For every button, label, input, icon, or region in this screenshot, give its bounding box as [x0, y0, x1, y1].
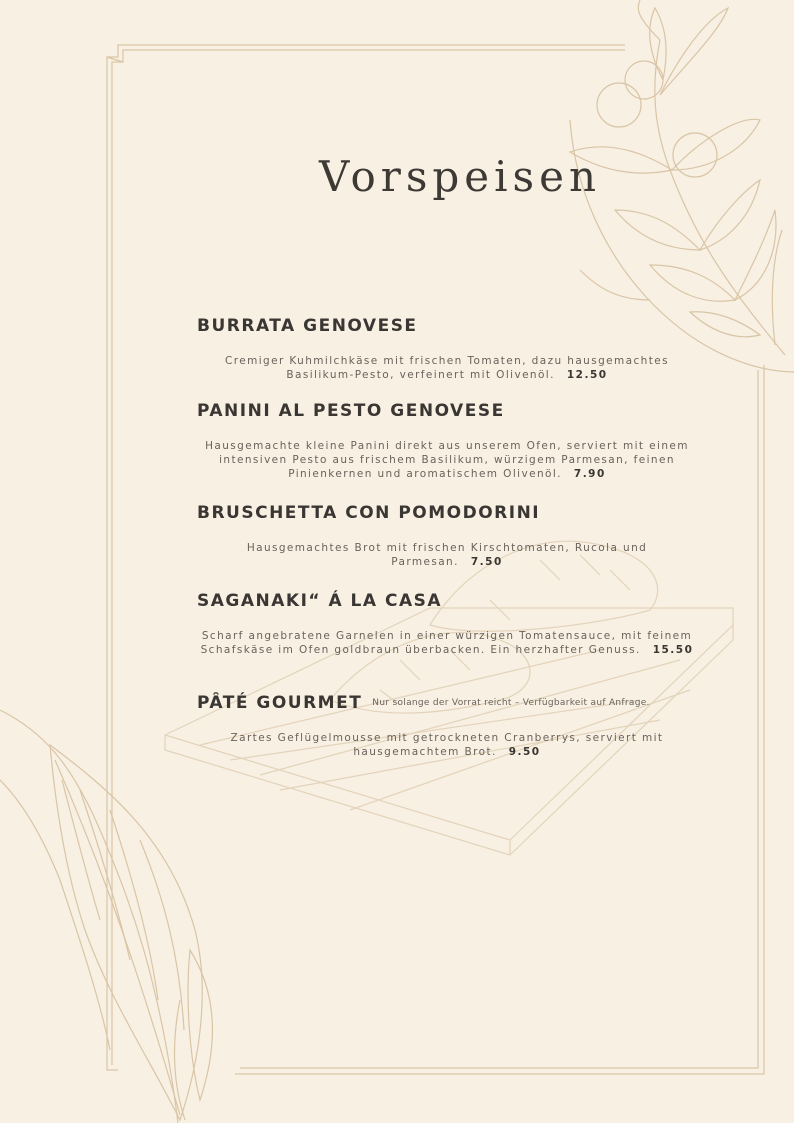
menu-item-pate: [197, 693, 737, 759]
page-title: Vorspeisen: [318, 152, 602, 201]
availability-note: Nur solange der Vorrat reicht – Verfügbarkeit auf Anfrage.: [372, 698, 650, 708]
description-text: Cremiger Kuhmilchkäse mit frischen Tomaten, dazu hausgemachtes Basilikum-Pesto, verfeinert mit Olivenöl.: [225, 355, 669, 381]
menu-item-description: [197, 541, 697, 569]
menu-item-saganaki: [197, 591, 697, 657]
description-text: Scharf angebratene Garnelen in einer würzigen Tomatensauce, mit feinem Schafskäse im Ofen goldbraun überbacken. Ein herzhafter Genuss.: [200, 630, 693, 656]
menu-item-panini: [197, 401, 697, 481]
description-text: Zartes Geflügelmousse mit getrockneten Cranberrys, serviert mit hausgemachtem Brot.: [230, 732, 664, 758]
leaf-illustration: [0, 710, 212, 1123]
menu-item-price: 12.50: [566, 369, 608, 381]
menu-item-description: [197, 439, 697, 481]
menu-item-price: 7.90: [573, 468, 606, 480]
description-text: Hausgemachte kleine Panini direkt aus unserem Ofen, serviert mit einem intensiven Pesto aus frischem Basilikum, würzigem Parmesan, feinen Pinienkernen und aromatischem Olivenöl.: [205, 440, 689, 480]
description-text: Hausgemachtes Brot mit frischen Kirschtomaten, Rucola und Parmesan.: [246, 542, 648, 568]
menu-item-price: 15.50: [652, 644, 694, 656]
menu-item-name: PANINI AL PESTO GENOVESE: [197, 401, 505, 421]
menu-item-description: [197, 354, 697, 382]
menu-item-name: SAGANAKI“ Á LA CASA: [197, 591, 443, 611]
menu-item-name: BURRATA GENOVESE: [197, 316, 418, 336]
menu-item-description: [197, 629, 697, 657]
menu-item-name: PÂTÉ GOURMET: [197, 693, 363, 713]
menu-item-name: BRUSCHETTA CON POMODORINI: [197, 503, 541, 523]
menu-item-bruschetta: [197, 503, 697, 569]
menu-item-burrata: [197, 316, 697, 382]
menu-item-price: 9.50: [508, 746, 541, 758]
menu-item-description: [197, 731, 697, 759]
menu-item-price: 7.50: [470, 556, 503, 568]
